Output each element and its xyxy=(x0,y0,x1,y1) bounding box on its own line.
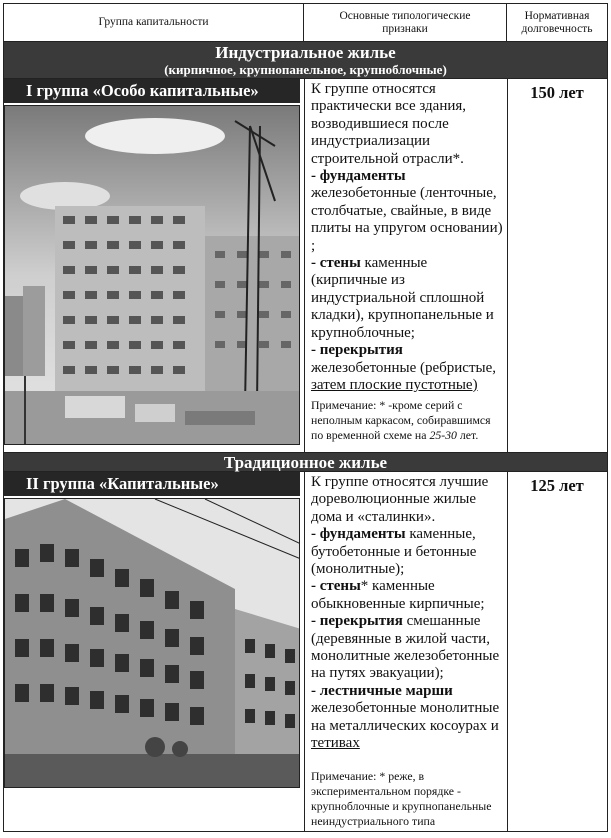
group2-photo xyxy=(4,498,300,788)
header-features xyxy=(304,4,507,42)
group2-features xyxy=(311,474,505,829)
group2-stairs-text: железобетонные монолитные на металлических косоурах и xyxy=(311,700,500,734)
group1-note-years: 25-30 xyxy=(429,428,457,443)
group1-foundation-label: - фундаменты xyxy=(311,168,406,185)
group1-foundation-text: железобетонные (ленточные, столбчатые, свайные, в виде плиты на упругом основании) ; xyxy=(311,185,503,254)
section-industrial-title: Индустриальное жилье xyxy=(215,43,396,62)
group1-floors-label: - перекрытия xyxy=(311,342,403,359)
header-group xyxy=(4,4,304,42)
col-divider xyxy=(507,472,508,831)
group1-walls-text: каменные (кирпичные из индустриальной сплошной кладки), крупнопанельные и крупноблочные; xyxy=(311,255,494,341)
group2-floors-label: - перекрытия xyxy=(311,613,403,630)
group2-walls-label: - стены xyxy=(311,578,361,595)
header-col1-text: Группа капитальности xyxy=(98,16,209,28)
group1-features xyxy=(311,81,505,443)
group1-note-text: Примечание: * -кроме серий с неполным каркасом, собиравшимся по временной схеме на xyxy=(311,398,491,443)
group1-note-end: лет. xyxy=(459,428,479,443)
group1-walls-label: - стены xyxy=(311,255,361,272)
group1-title: I группа «Особо капитальные» xyxy=(4,79,300,103)
group2-foundation-text: каменные, бутобетонные и бетонные (монолитные); xyxy=(311,526,477,578)
group2-stairs-text-underlined: тетивах xyxy=(311,735,360,752)
group2-stairs-label: - лестничные марши xyxy=(311,682,453,699)
group1-note xyxy=(311,398,505,443)
group2-floors-text: смешанные (деревянные в жилой части, монолитные железобетонные на путях эвакуации); xyxy=(311,613,500,682)
group1-photo xyxy=(4,105,300,445)
header-durability xyxy=(507,4,607,42)
header-col3-text: Нормативная долговечность xyxy=(521,9,593,35)
group2-walls-text: * каменные обыкновенные кирпичные; xyxy=(311,578,485,612)
document-table xyxy=(3,3,608,832)
group2-foundation-label: - фундаменты xyxy=(311,526,406,543)
col-divider xyxy=(304,472,305,831)
group2-note: Примечание: * реже, в экспериментальном порядке - крупноблочные и крупнопанельные неиндустриального типа xyxy=(311,768,492,828)
header-col2-text: Основные типологические признаки xyxy=(339,9,471,35)
group2-title: II группа «Капитальные» xyxy=(4,472,300,496)
group1-duration: 150 лет xyxy=(530,83,584,102)
group1-floors-text: железобетонные (ребристые, xyxy=(311,359,496,376)
group1-floors-text-underlined: затем плоские пустотные) xyxy=(311,376,478,393)
group1-intro: К группе относятся практически все здания, возводившиеся после индустриализации строительной отрасли*. xyxy=(311,81,467,167)
section-traditional-title: Традиционное жилье xyxy=(4,452,607,472)
col-divider xyxy=(507,79,508,452)
group2-intro: К группе относятся лучшие дореволюционные жилые дома и «сталинки». xyxy=(311,474,489,525)
group2-duration: 125 лет xyxy=(530,476,584,495)
col-divider xyxy=(304,79,305,452)
section-industrial-subtitle: (кирпичное, крупнопанельное, крупноблочные) xyxy=(164,62,447,77)
section-industrial-band xyxy=(4,42,607,79)
